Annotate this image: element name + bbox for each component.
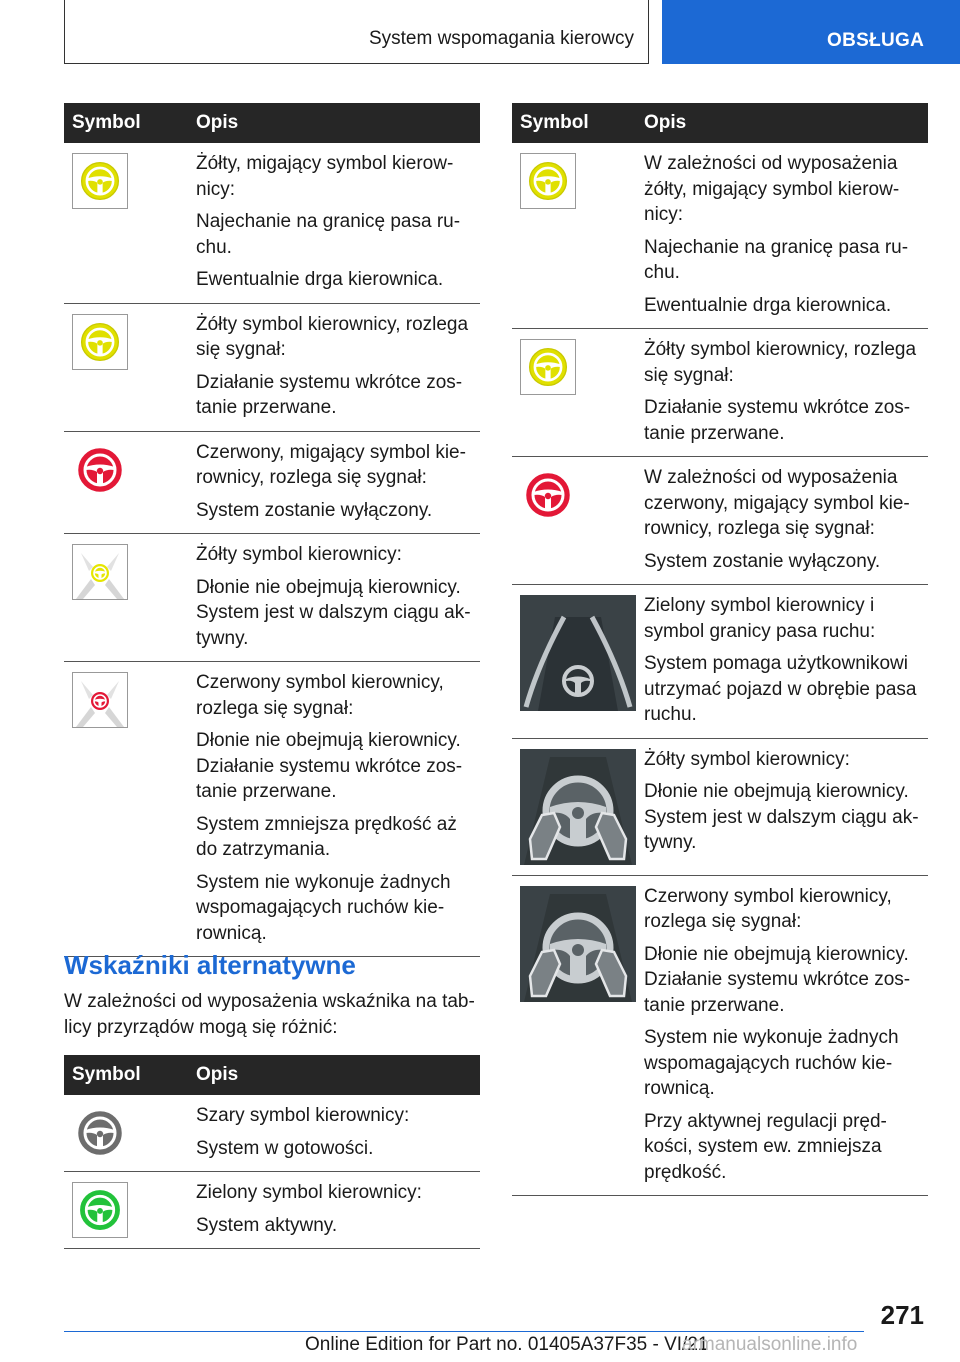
section-tab-label: OBSŁUGA [827,30,925,51]
table-row [64,1172,480,1249]
table-row [64,534,480,662]
description-line: W zależności od wyposażenia żółty, migający symbol kierownicy: [644,153,900,225]
description-cell [196,1180,480,1238]
table-row [512,585,928,739]
symbol-cell [64,542,196,651]
watermark: armanualsonline.info [682,1334,858,1355]
description-line: Działanie systemu wkrótce zostanie przerwane. [196,371,463,418]
description-line: System aktywny. [196,1214,338,1236]
description-line: Żółty symbol kierownicy: [644,748,850,770]
description-line: Szary symbol kierownicy: [196,1105,410,1126]
symbol-cell [64,1103,196,1161]
description-line: Ewentualnie drga kierownica. [644,294,892,316]
table-header [512,103,928,143]
symbol-cell [512,884,644,1186]
description-cell [644,593,928,728]
green-steering-wheel-icon [72,1182,128,1238]
yellow-steering-wheel-icon [520,153,576,209]
table-header [64,103,480,143]
description-column-header: Opis [196,1064,239,1085]
alt-table-body [64,1095,480,1249]
header-title: System wspomagania kierowcy [368,28,634,49]
page-header [0,0,960,64]
description-line: Czerwony symbol kierownicy, rozlega się sygnał: [644,885,892,932]
section-intro: W zależności od wyposażenia wskaźnika na tablicy przyrządów mogą się różnić: [64,991,475,1038]
description-column-header: Opis [196,112,239,133]
header-title-box [64,0,649,64]
symbol-cell [512,747,644,865]
table-row [64,304,480,432]
table-row [64,662,480,957]
description-cell [196,1103,480,1161]
hands-on-wheel-display-icon [520,886,636,1002]
description-cell [196,151,480,293]
description-line: System zmniejsza prędkość aż do zatrzymania. [196,813,457,860]
symbol-cell [64,440,196,524]
description-line: System w gotowości. [196,1137,374,1159]
symbol-cell [512,593,644,728]
yellow-steering-wheel-icon [72,153,128,209]
description-line: Czerwony symbol kierownicy, rozlega się sygnał: [196,672,444,719]
description-line: Najechanie na granicę pasa ruchu. [196,211,461,258]
symbol-column-header: Symbol [520,112,589,133]
symbol-cell [512,151,644,318]
left-table-body [64,143,480,957]
description-cell [644,337,928,446]
description-cell [644,151,928,318]
description-column-header: Opis [644,112,687,133]
description-line: Czerwony, migający symbol kierownicy, rozlega się sygnał: [196,441,466,488]
description-line: System pomaga użytkownikowi utrzymać pojazd w obrębie pasa ruchu. [644,653,917,725]
description-line: System zostanie wyłączony. [196,499,433,521]
description-cell [196,312,480,421]
section-tab[interactable] [662,0,960,64]
description-line: Żółty symbol kierownicy: [196,544,402,565]
description-line: Żółty symbol kierownicy, rozlega się sygnał: [644,339,917,386]
symbol-cell [64,670,196,946]
description-line: W zależności od wyposażenia czerwony, migający symbol kierownicy, rozlega się sygnał: [644,467,910,539]
yellow-steering-wheel-icon [520,339,576,395]
lane-boundary-display-icon [520,595,636,711]
description-line: Najechanie na granicę pasa ruchu. [644,236,909,283]
description-line: System nie wykonuje żadnych wspomagających ruchów kierownicą. [644,1027,899,1099]
description-line: Dłonie nie obejmują kierownicy. Działanie systemu wkrótce zostanie przerwane. [196,730,463,802]
section-heading: Wskaźniki alternatywne [64,950,356,980]
description-line: Ewentualnie drga kierownica. [196,269,444,290]
symbol-column-header: Symbol [72,1064,141,1085]
description-line: Zielony symbol kierownicy: [196,1182,422,1203]
table-row [512,739,928,876]
description-line: System zostanie wyłączony. [644,550,881,572]
yellow-steering-wheel-icon [72,314,128,370]
table-header [64,1055,480,1095]
description-cell [196,542,480,651]
description-line: Żółty symbol kierownicy, rozlega się sygnał: [196,313,469,360]
left-column [64,103,480,957]
description-line: Przy aktywnej regulacji prędkości, system ew. zmniejsza prędkość. [644,1110,887,1183]
edition-note: Online Edition for Part no. 01405A37F35 - VI/21 [305,1334,709,1355]
grey-steering-wheel-icon [72,1105,128,1161]
footer-divider [64,1331,864,1332]
symbol-cell [64,151,196,293]
symbol-column-header: Symbol [72,112,141,133]
right-table-body [512,143,928,1196]
description-cell [644,747,928,865]
page-number: 271 [880,1300,924,1330]
description-line: Zielony symbol kierownicy i symbol granicy pasa ruchu: [644,595,876,642]
table-row [64,432,480,535]
symbol-cell [512,465,644,574]
description-line: Dłonie nie obejmują kierownicy. System jest w dalszym ciągu aktywny. [196,576,471,649]
description-line: Działanie systemu wkrótce zostanie przerwane. [644,397,911,444]
description-cell [196,440,480,524]
symbol-cell [64,312,196,421]
hands-on-wheel-display-icon [520,749,636,865]
right-column [512,103,928,1196]
description-line: System nie wykonuje żadnych wspomagających ruchów kierownicą. [196,871,451,944]
description-cell [644,465,928,574]
description-line: Dłonie nie obejmują kierownicy. System jest w dalszym ciągu aktywny. [644,781,919,853]
description-line: Dłonie nie obejmują kierownicy. Działanie systemu wkrótce zostanie przerwane. [644,943,911,1016]
description-cell [196,670,480,946]
red-hands-off-wheel-icon [72,672,128,728]
description-cell [644,884,928,1186]
table-row [512,329,928,457]
table-row [64,1095,480,1172]
table-row [512,457,928,585]
description-line: Żółty, migający symbol kierownicy: [196,153,454,200]
alternative-indicators-section [64,950,480,1249]
symbol-cell [64,1180,196,1238]
red-steering-wheel-icon [72,442,128,498]
table-row [64,143,480,304]
red-steering-wheel-icon [520,467,576,523]
table-row [512,143,928,329]
symbol-cell [512,337,644,446]
table-row [512,876,928,1197]
yellow-hands-off-wheel-icon [72,544,128,600]
